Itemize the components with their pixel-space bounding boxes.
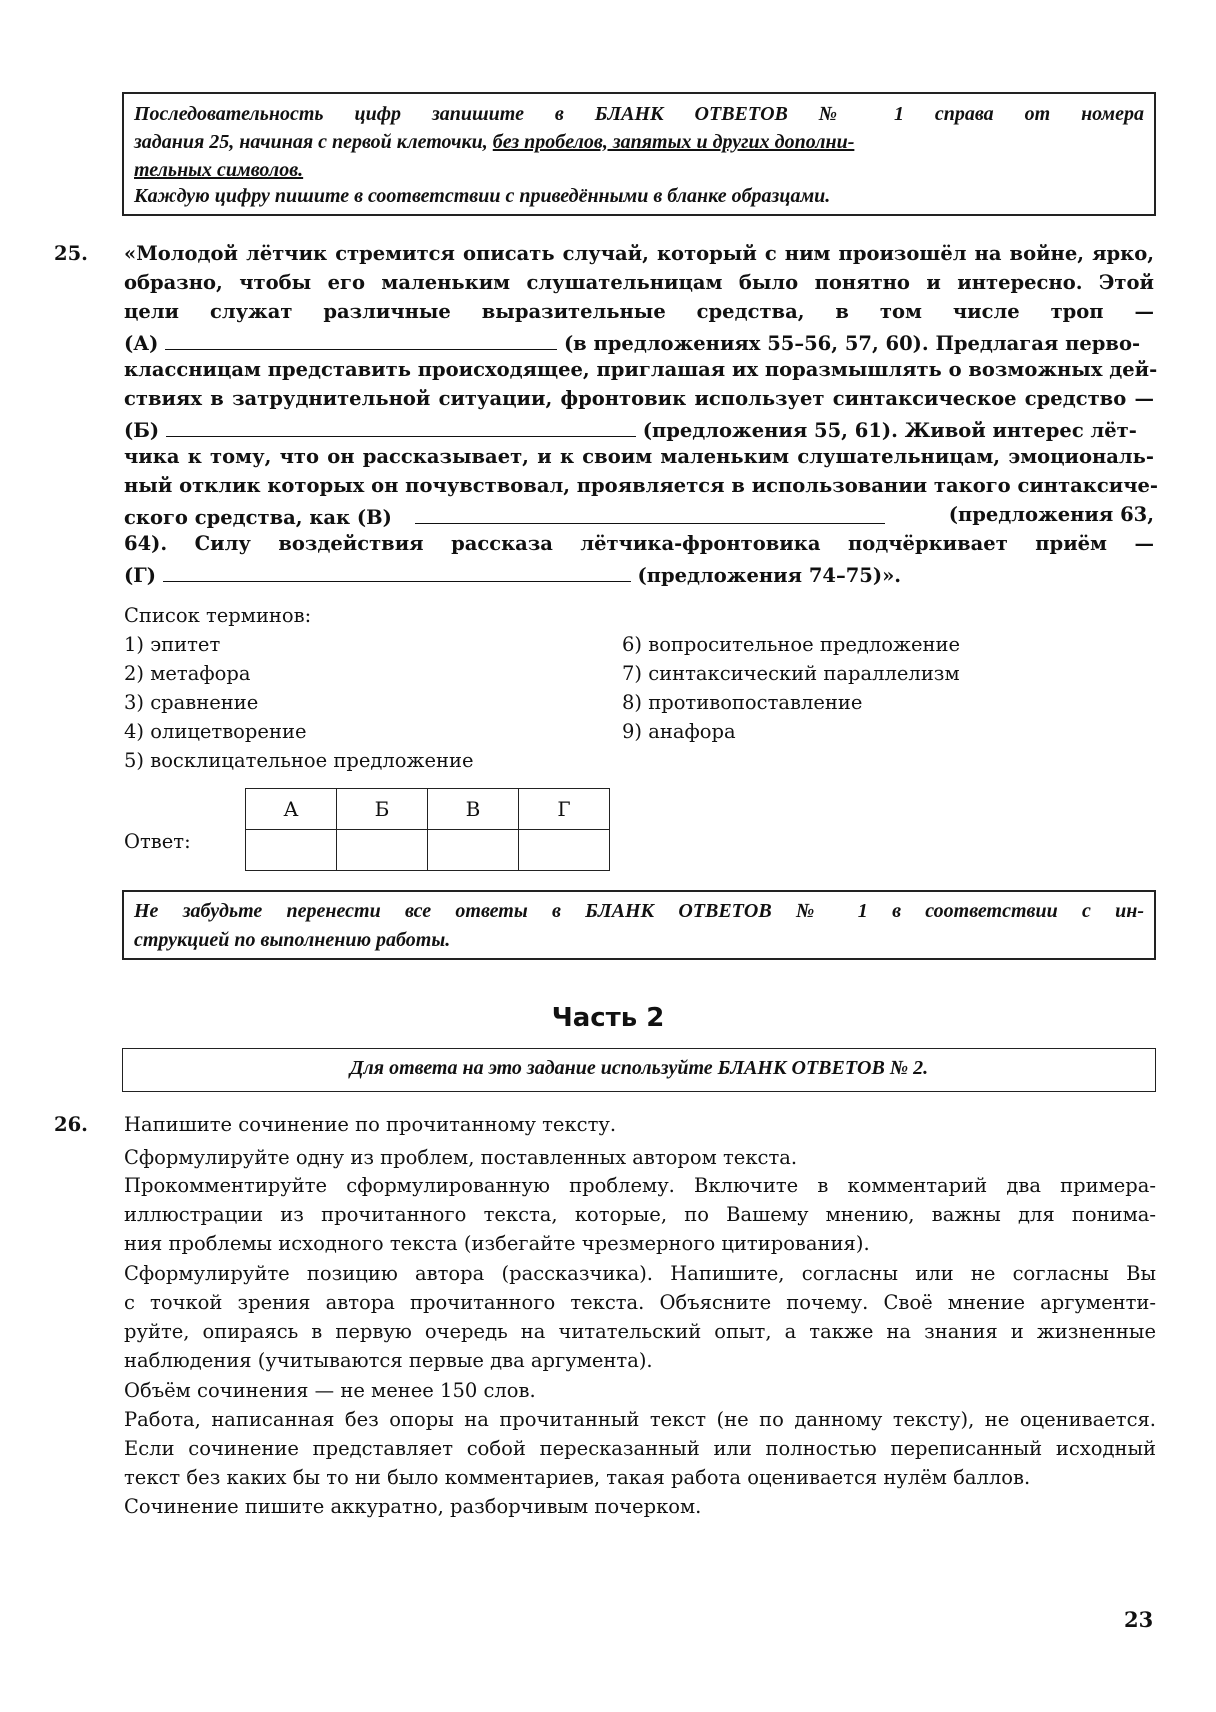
task25-line: 64). Силу воздействия рассказа лётчика-фронтовика подчёркивает приём — (124, 532, 1154, 555)
task25-line-part: (в предложениях 55–56, 57, 60). Предлагая перво- (563, 332, 1141, 355)
answer-header-a: А (246, 789, 337, 830)
answer-cell-v[interactable] (428, 830, 519, 871)
answer-label: Ответ: (124, 830, 191, 853)
task25-line (124, 329, 1140, 355)
task25-line: образно, чтобы его маленьким слушательницам было понятно и интересно. Этой (124, 271, 1154, 294)
task26-line: текст без каких бы то ни было комментариев, такая работа оценивается нулём баллов. (124, 1466, 1031, 1489)
task26-line: Сочинение пишите аккуратно, разборчивым почерком. (124, 1495, 702, 1518)
term-item: 5) восклицательное предложение (124, 749, 474, 772)
answer-blank-c (415, 503, 885, 524)
answer-header-g: Г (519, 789, 610, 830)
term-item: 8) противопоставление (622, 691, 863, 714)
answer-cell-b[interactable] (337, 830, 428, 871)
part2-box-text: Для ответа на это задание используйте БЛАНК ОТВЕТОВ № 2. (349, 1057, 929, 1079)
task25-line: классницам представить происходящее, приглашая их поразмышлять о возможных дей- (124, 358, 1158, 381)
task26-line: с точкой зрения автора прочитанного текста. Объясните почему. Своё мнение аргументи- (124, 1291, 1156, 1314)
task26-line: Работа, написанная без опоры на прочитанный текст (не по данному тексту), не оценивается. (124, 1408, 1156, 1431)
answer-blank-a (165, 329, 557, 350)
reminder-line1: Не забудьте перенести все ответы в БЛАНК ОТВЕТОВ № 1 в соответствии с ин- (134, 900, 1144, 922)
top-note-line4: Каждую цифру пишите в соответствии с приведёнными в бланке образцами. (134, 185, 831, 207)
task25-line-part: (предложения 74–75)». (637, 564, 902, 587)
term-item: 7) синтаксический параллелизм (622, 662, 960, 685)
answer-cell-a[interactable] (246, 830, 337, 871)
top-note-line2-b: без пробелов, запятых и других дополни- (492, 131, 855, 153)
task25-number: 25. (54, 242, 88, 265)
term-item: 9) анафора (622, 720, 736, 743)
task26-line: ния проблемы исходного текста (избегайте чрезмерного цитирования). (124, 1232, 870, 1255)
terms-title: Список терминов: (124, 604, 312, 627)
task25-line: чика к тому, что он рассказывает, и к своим маленьким слушательницам, эмоциональ- (124, 445, 1154, 468)
answer-cell-g[interactable] (519, 830, 610, 871)
answer-header-v: В (428, 789, 519, 830)
top-instruction-box (122, 92, 1156, 216)
task26-number: 26. (54, 1113, 88, 1136)
task25-line (124, 561, 901, 587)
task25-line: ный отклик которых он почувствовал, проявляется в использовании такого синтаксиче- (124, 474, 1158, 497)
page-number: 23 (1124, 1607, 1154, 1632)
answer-blank-b (166, 416, 636, 437)
task25-line: «Молодой лётчик стремится описать случай, который с ним произошёл на войне, ярко, (124, 242, 1154, 265)
term-item: 1) эпитет (124, 633, 221, 656)
term-item: 4) олицетворение (124, 720, 307, 743)
task25-line (124, 416, 1137, 442)
top-note-line2-a: задания 25, начиная с первой клеточки, (134, 131, 488, 153)
top-note-line2 (134, 128, 1144, 157)
task26-line: Объём сочинения — не менее 150 слов. (124, 1379, 536, 1402)
task26-line: Если сочинение представляет собой пересказанный или полностью переписанный исходный (124, 1437, 1156, 1460)
part2-box (122, 1048, 1156, 1092)
answer-table (245, 788, 610, 871)
task26-line: наблюдения (учитываются первые два аргумента). (124, 1349, 653, 1372)
top-note-line1: Последовательность цифр запишите в БЛАНК ОТВЕТОВ № 1 справа от номера (134, 103, 1144, 125)
term-item: 6) вопросительное предложение (622, 633, 961, 656)
task25-line: цели служат различные выразительные средства, в том числе троп — (124, 300, 1154, 323)
reminder-box (122, 890, 1156, 960)
gap-label-a: (А) (124, 332, 159, 355)
task26-line: Сформулируйте позицию автора (рассказчика). Напишите, согласны или не согласны Вы (124, 1262, 1156, 1285)
task26-line: иллюстрации из прочитанного текста, которые, по Вашему мнению, важны для понима- (124, 1203, 1156, 1226)
gap-label-b: (Б) (124, 419, 160, 442)
task25-line-part: (предложения 63, (948, 503, 1154, 526)
task26-line: Прокомментируйте сформулированную проблему. Включите в комментарий два примера- (124, 1174, 1156, 1197)
reminder-line2: струкцией по выполнению работы. (134, 929, 451, 951)
answer-blank-d (163, 561, 631, 582)
task25-line: ствиях в затруднительной ситуации, фронтовик использует синтаксическое средство — (124, 387, 1154, 410)
task26-line: Сформулируйте одну из проблем, поставленных автором текста. (124, 1146, 798, 1169)
part-title: Часть 2 (551, 1003, 665, 1033)
term-item: 3) сравнение (124, 691, 259, 714)
gap-label-c: ского средства, как (В) (124, 506, 392, 529)
task25-line (124, 503, 1154, 529)
task25-line-part: (предложения 55, 61). Живой интерес лёт- (642, 419, 1137, 442)
gap-label-d: (Г) (124, 564, 156, 587)
task26-line: Напишите сочинение по прочитанному тексту. (124, 1113, 617, 1136)
answer-header-b: Б (337, 789, 428, 830)
term-item: 2) метафора (124, 662, 251, 685)
task26-line: руйте, опираясь в первую очередь на читательский опыт, а также на знания и жизненные (124, 1320, 1156, 1343)
top-note-line3: тельных символов. (134, 159, 304, 181)
